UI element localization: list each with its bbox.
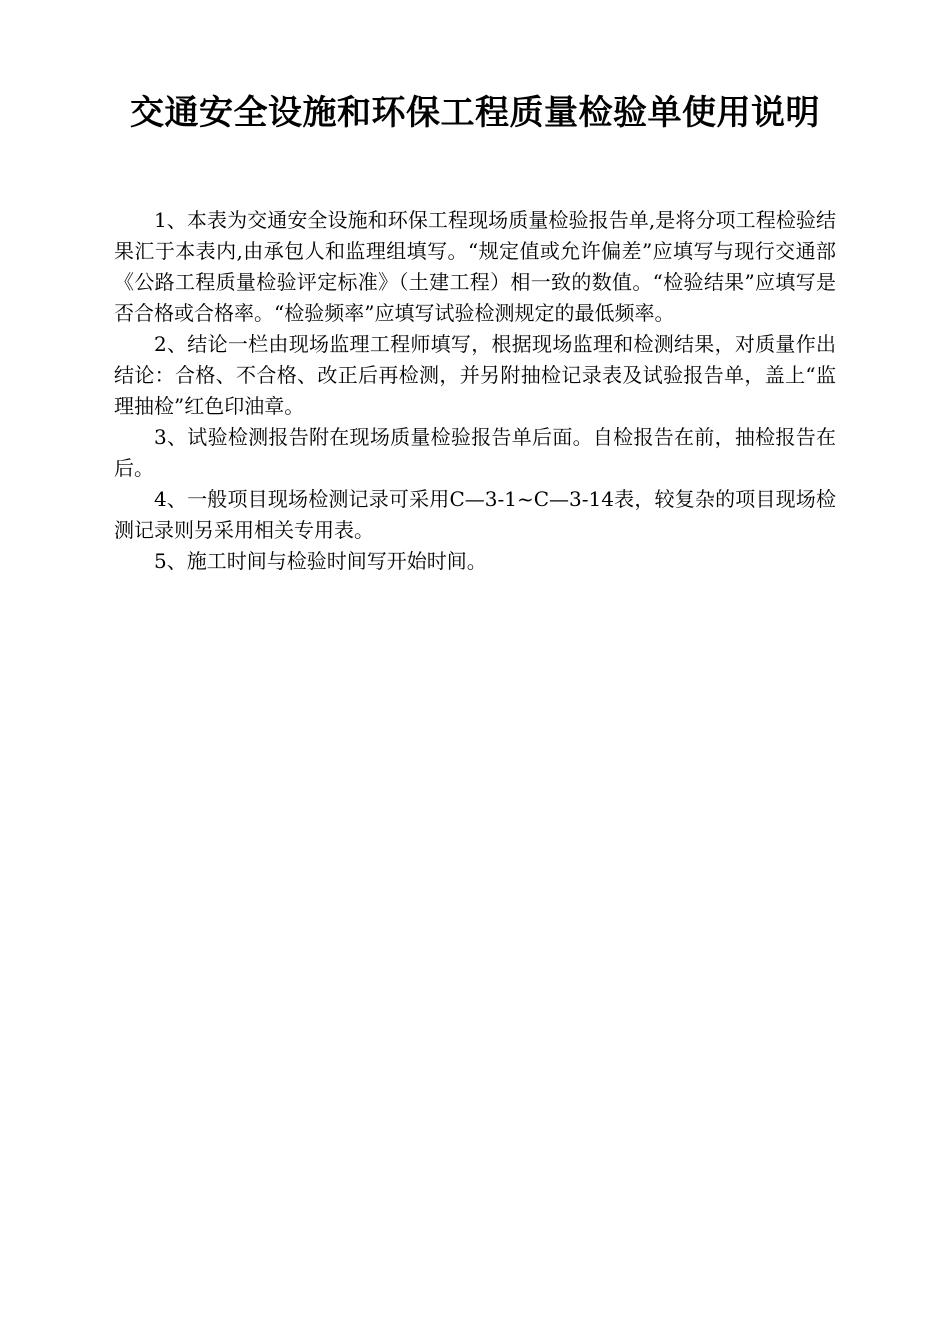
document-title: 交通安全设施和环保工程质量检验单使用说明	[130, 93, 820, 133]
paragraph-1: 1、本表为交通安全设施和环保工程现场质量检验报告单,是将分项工程检验结果汇于本表内,由承包人和监理组填写。“规定值或允许偏差”应填写与现行交通部《公路工程质量检验评定标准》（土建工程）相一致的数值。“检验结果”应填写是否合格或合格率。“检验频率”应填写试验检测规定的最低频率。	[114, 208, 836, 325]
paragraph-2: 2、结论一栏由现场监理工程师填写，根据现场监理和检测结果，对质量作出结论：合格、不合格、改正后再检测，并另附抽检记录表及试验报告单，盖上“监理抽检”红色印油章。	[114, 332, 836, 418]
paragraph-5: 5、施工时间与检验时间写开始时间。	[154, 549, 487, 573]
paragraph-4: 4、一般项目现场检测记录可采用C—3-1~C—3-14表，较复杂的项目现场检测记录则另采用相关专用表。	[114, 487, 836, 542]
paragraph-3: 3、试验检测报告附在现场质量检验报告单后面。自检报告在前，抽检报告在后。	[114, 425, 836, 480]
document-body	[114, 205, 836, 577]
